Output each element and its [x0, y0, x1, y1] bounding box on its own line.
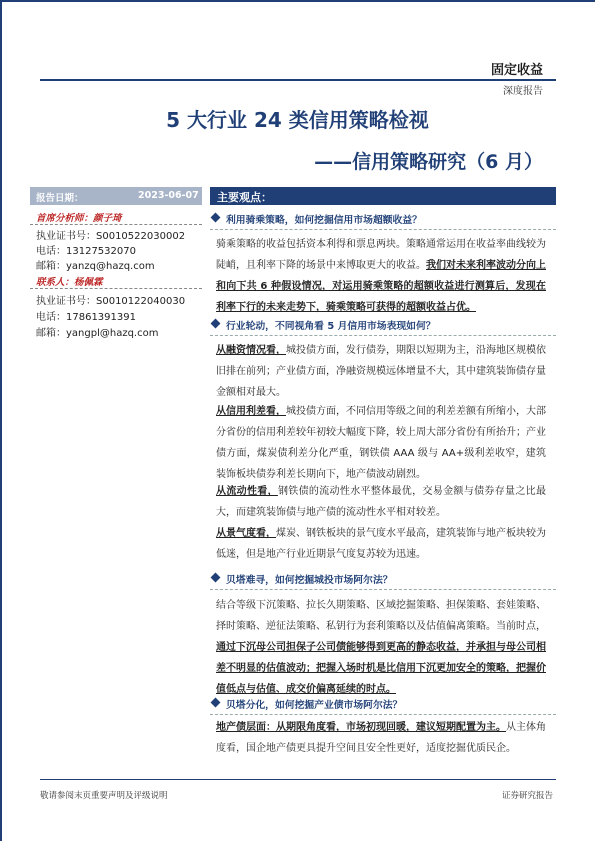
section-heading-text: 贝塔分化，如何挖掘产业债市场阿尔法？ [226, 700, 403, 711]
paragraph-lead: 从融资情况看， [216, 345, 286, 356]
paragraph [216, 523, 546, 565]
analyst-email[interactable]: 邮箱：yanzq@hazq.com [36, 261, 155, 272]
paragraph [216, 595, 546, 700]
paragraph-lead: 从信用利差看， [216, 406, 286, 417]
paragraph-emphasis: 通过下沉母公司担保子公司债能够得到更高的静态收益，并承担与母公司相差不明显的估值波动；把握入场时机是比信用下沉更加安全的策略，把握价值低点与估值、成交价偏离延续的时点。 [216, 642, 546, 695]
paragraph [216, 234, 546, 318]
paragraph-text: 从主体角度看，国企地产债更具提升空间且安全性更好，适度挖掘优质民企。 [216, 722, 546, 754]
paragraph-text: 钢铁债的流动性水平整体最优，交易金额与债券存量之比最大，而建筑装饰债与地产债的流动性水平相对较差。 [216, 486, 547, 518]
contact-name: 联系人：杨佩霖 [36, 277, 103, 288]
analyst-license: 执业证书号：S0010522030002 [36, 231, 186, 242]
section-divider [210, 589, 556, 590]
report-type: 深度报告 [503, 86, 543, 97]
paragraph [216, 401, 546, 485]
diamond-bullet-icon [211, 319, 221, 329]
report-subtitle: ——信用策略研究（6 月） [314, 151, 543, 173]
paragraph-text: 城投债方面，不同信用等级之间的利差差额有所缩小，大部分省份的信用利差较年初较大幅度下降，较上周大部分省份有所抬升；产业债方面，煤炭债利差分化严重，钢铁债 AAA 级与 AA+级利差收窄，建筑装饰板块债券利差长期向下，地产债波动剧烈。 [216, 406, 546, 480]
key-points-title: 主要观点： [217, 191, 272, 204]
section-divider [210, 335, 556, 336]
sidebar-divider [30, 224, 202, 225]
section-heading-text: 贝塔难寻，如何挖掘城投市场阿尔法？ [226, 575, 393, 586]
chief-analyst-name: 首席分析师：颜子琦 [36, 213, 122, 224]
paragraph [216, 340, 546, 403]
section-divider [210, 714, 556, 715]
contact-license: 执业证书号：S0010122040030 [36, 296, 186, 307]
paragraph-lead: 从流动性看， [216, 486, 278, 497]
footer-divider [40, 779, 556, 780]
contact-phone: 电话：17861391391 [36, 312, 136, 323]
paragraph-emphasis: 地产债层面：从期限角度看，市场初现回暖，建议短期配置为主。 [216, 722, 506, 733]
header-divider [40, 79, 556, 81]
report-date-value: 2023-06-07 [138, 190, 199, 201]
page-frame-top [0, 0, 595, 2]
disclaimer-note: 敬请参阅末页重要声明及评级说明 [40, 791, 168, 801]
paragraph-text: 骑乘策略的收益包括资本利得和票息两块。策略通常运用在收益率曲线较为陡峭，且利率下降的场景中来博取更大的收益。 [216, 239, 546, 271]
section-heading-text: 利用骑乘策略，如何挖掘信用市场超额收益？ [226, 215, 422, 226]
paragraph-text: 结合等级下沉策略、拉长久期策略、区域挖掘策略、担保策略、套娃策略、择时策略、逆征法策略、私钥行为套利策略以及估值偏离策略。当前时点， [216, 600, 546, 632]
report-category: 固定收益 [490, 63, 543, 78]
report-date-label: 报告日期： [36, 193, 84, 204]
paragraph [216, 717, 546, 759]
section-divider [210, 229, 556, 230]
diamond-bullet-icon [211, 573, 221, 583]
report-title: 5 大行业 24 类信用策略检视 [166, 108, 429, 132]
sidebar-divider [30, 288, 202, 289]
paragraph-emphasis: 我们对未来利率波动分向上和向下共 6 种假设情况，对运用骑乘策略的超额收益进行测算后，发现在利率下行的未来走势下，骑乘策略可获得的超额收益占优。 [216, 260, 546, 313]
diamond-bullet-icon [211, 213, 221, 223]
footer-label: 证券研究报告 [501, 791, 553, 801]
paragraph [216, 481, 546, 523]
paragraph-lead: 从景气度看， [216, 528, 276, 539]
paragraph-text: 城投债方面，发行债券，期限以短期为主，沿海地区规模依旧排在前列；产业债方面，净融资规模远体增量不大，其中建筑装饰债存量金额相对最大。 [216, 345, 546, 398]
paragraph-text: 煤炭、钢铁板块的景气度水平最高，建筑装饰与地产板块较为低迷，但是地产行业近期景气度复苏较为迅速。 [216, 528, 546, 560]
analyst-phone: 电话：13127532070 [36, 246, 136, 257]
section-heading-text: 行业轮动，不同视角看 5 月信用市场表现如何？ [226, 321, 436, 332]
contact-email[interactable]: 邮箱：yangpl@hazq.com [36, 328, 159, 339]
